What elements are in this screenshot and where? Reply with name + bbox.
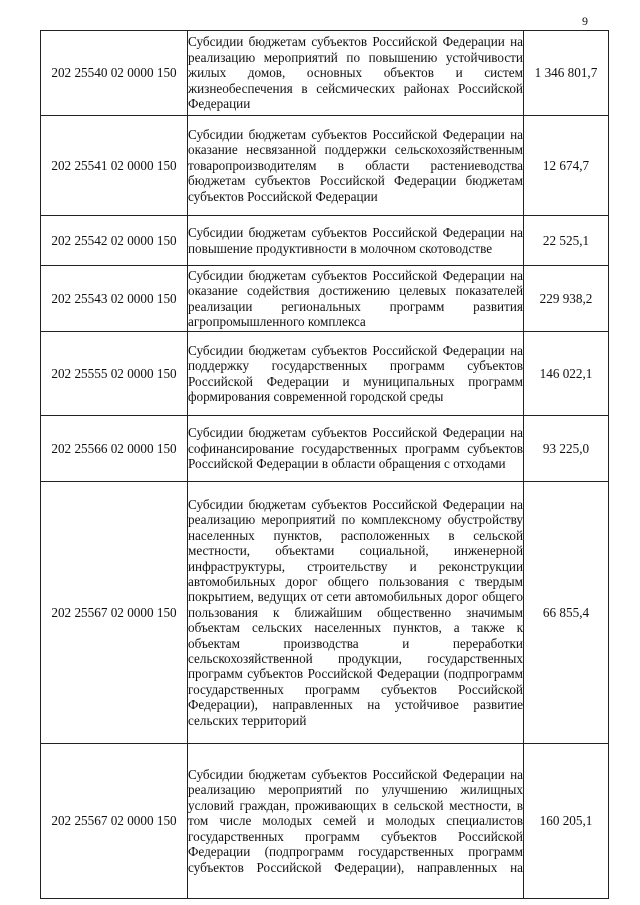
amount-cell: 66 855,4 (524, 482, 609, 744)
description-cell: Субсидии бюджетам субъектов Российской Федерации на оказание содействия достижению целевых показателей реализации региональных программ развития агропромышленного комплекса (188, 266, 524, 332)
table-row (41, 31, 609, 116)
budget-code-cell: 202 25542 02 0000 150 (41, 216, 188, 266)
budget-code-cell: 202 25566 02 0000 150 (41, 416, 188, 482)
table-row (41, 482, 609, 744)
table-row (41, 416, 609, 482)
table-row (41, 216, 609, 266)
amount-cell: 12 674,7 (524, 116, 609, 216)
budget-code-cell: 202 25540 02 0000 150 (41, 31, 188, 116)
amount-cell: 1 346 801,7 (524, 31, 609, 116)
description-cell: Субсидии бюджетам субъектов Российской Федерации на поддержку государственных программ субъектов Российской Федерации и муниципальных программ формирования современной городской среды (188, 332, 524, 416)
description-cell: Субсидии бюджетам субъектов Российской Федерации на софинансирование государственных программ субъектов Российской Федерации в области обращения с отходами (188, 416, 524, 482)
budget-code-cell: 202 25541 02 0000 150 (41, 116, 188, 216)
amount-cell: 93 225,0 (524, 416, 609, 482)
table-row (41, 266, 609, 332)
budget-code-cell: 202 25567 02 0000 150 (41, 744, 188, 899)
budget-code-cell: 202 25543 02 0000 150 (41, 266, 188, 332)
amount-cell: 160 205,1 (524, 744, 609, 899)
amount-cell: 22 525,1 (524, 216, 609, 266)
description-cell: Субсидии бюджетам субъектов Российской Федерации на реализацию мероприятий по повышению устойчивости жилых домов, основных объектов и систем жизнеобеспечения в сейсмических районах Российской Федерации (188, 31, 524, 116)
description-cell: Субсидии бюджетам субъектов Российской Федерации на оказание несвязанной поддержки сельскохозяйственным товаропроизводителям в области растениеводства бюджетам субъектов Российской Федерации бюджетам субъектов Российской Федерации (188, 116, 524, 216)
budget-table (40, 30, 609, 899)
table-row (41, 116, 609, 216)
description-cell: Субсидии бюджетам субъектов Российской Федерации на реализацию мероприятий по улучшению жилищных условий граждан, проживающих в сельской местности, в том числе молодых семей и молодых специалистов государственных программ субъектов Российской Федерации (подпрограмм государственных программ субъектов Российской Федерации), направленных на (188, 744, 524, 899)
description-cell: Субсидии бюджетам субъектов Российской Федерации на реализацию мероприятий по комплексному обустройству населенных пунктов, расположенных в сельской местности, объектами социальной, инженерной инфраструктуры, строительству и реконструкции автомобильных дорог общего пользования с твердым покрытием, ведущих от сети автомобильных дорог общего пользования к ближайшим общественно значимым объектам сельских населенных пунктов, а также к объектам производства и переработки сельскохозяйственной продукции, государственных программ субъектов Российской Федерации (подпрограмм государственных программ субъектов Российской Федерации), направленных на устойчивое развитие сельских территорий (188, 482, 524, 744)
description-cell: Субсидии бюджетам субъектов Российской Федерации на повышение продуктивности в молочном скотоводстве (188, 216, 524, 266)
budget-code-cell: 202 25567 02 0000 150 (41, 482, 188, 744)
table-row (41, 332, 609, 416)
amount-cell: 229 938,2 (524, 266, 609, 332)
budget-code-cell: 202 25555 02 0000 150 (41, 332, 188, 416)
table-row (41, 744, 609, 899)
page-number: 9 (582, 14, 588, 28)
amount-cell: 146 022,1 (524, 332, 609, 416)
